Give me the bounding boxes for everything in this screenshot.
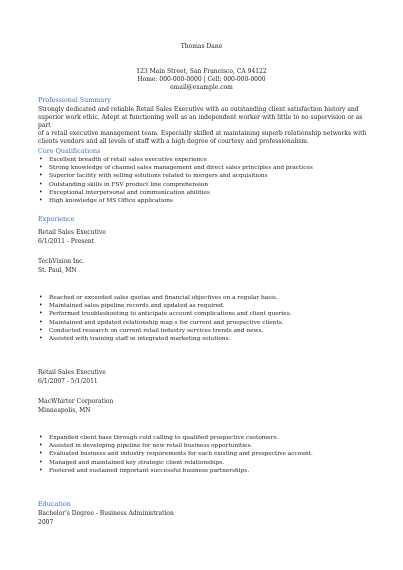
list-item: • Strong knowledge of channel sales management and direct sales principles and practices [38,164,313,172]
list-item: • Superior facility with selling solutions related to mergers and acquisitions [38,172,313,180]
list-item: • Exceptional interpersonal and communication abilities [38,189,313,197]
job-duties-list [38,434,313,475]
experience-heading: Experience [38,215,75,223]
summary-line: Strongly dedicated and reliable Retail Sales Executive with an outstanding client satisfaction history and [38,106,359,113]
email: email@example.com [170,84,233,91]
list-item: • Evaluated business and industry requirements for each existing and prospective account. [38,450,313,458]
list-item: • High knowledge of MS Office applications [38,197,313,205]
company-location: St. Paul, MN [38,267,77,274]
list-item: • Fostered and sustained important successful business partnerships. [38,467,313,475]
list-item: • Assisted in developing pipeline for new retail business opportunities. [38,442,313,450]
list-item: • Reached or exceeded sales quotas and financial objectives on a regular basis. [38,294,292,302]
qualifications-list [38,156,313,205]
qualifications-heading: Core Qualifications [38,147,101,155]
list-item: • Conducted research on current retail industry services trends and news. [38,327,292,335]
list-item: • Outstanding skills in FSV product line comprehension [38,181,313,189]
list-item: • Maintained and updated relationship map s for current and prospective clients. [38,319,292,327]
summary-heading: Professional Summary [38,96,111,104]
phone-line: Home: 000-000-0000 | Cell: 000-000-0000 [137,76,266,83]
summary-line: of a retail executive management team. Especially skilled at maintaining superb relationship networks with [38,129,367,137]
candidate-name: Thomas Dane [180,43,223,50]
company-location: Minneapolis, MN [38,407,91,414]
summary-text [38,106,368,146]
company-name: TechVision Inc. [38,258,85,265]
education-heading: Education [38,500,71,508]
list-item: • Managed and maintained key strategic client relationships. [38,459,313,467]
job-dates: 6/1/2007 - 5/1/2011 [38,378,98,385]
company-name: MacWhirter Corporation [38,398,114,405]
list-item: • Assisted with training staff in integrated marketing solutions. [38,335,292,343]
summary-line: superior work ethic. Adept at functioning well as an independent worker with little to no supervision or as part [38,113,363,129]
summary-line: clients vendors and all levels of staff with a high degree of courtesy and professionalism. [38,137,309,145]
job-dates: 6/1/2011 - Present [38,238,95,245]
list-item: • Performed troubleshooting to anticipate account complications and client queries. [38,310,292,318]
job-title: Retail Sales Executive [38,369,106,376]
job-title: Retail Sales Executive [38,229,106,236]
job-duties-list [38,294,292,343]
address: 123 Main Street, San Francisco, CA 94122 [136,68,267,75]
graduation-year: 2007 [38,519,54,526]
list-item: • Maintained sales pipeline records and updated as required. [38,302,292,310]
list-item: • Excellent breadth of retail sales executive experience [38,156,313,164]
degree: Bachelor's Degree - Business Administration [38,510,174,517]
list-item: • Expanded client base through cold calling to qualified prospective customers. [38,434,313,442]
